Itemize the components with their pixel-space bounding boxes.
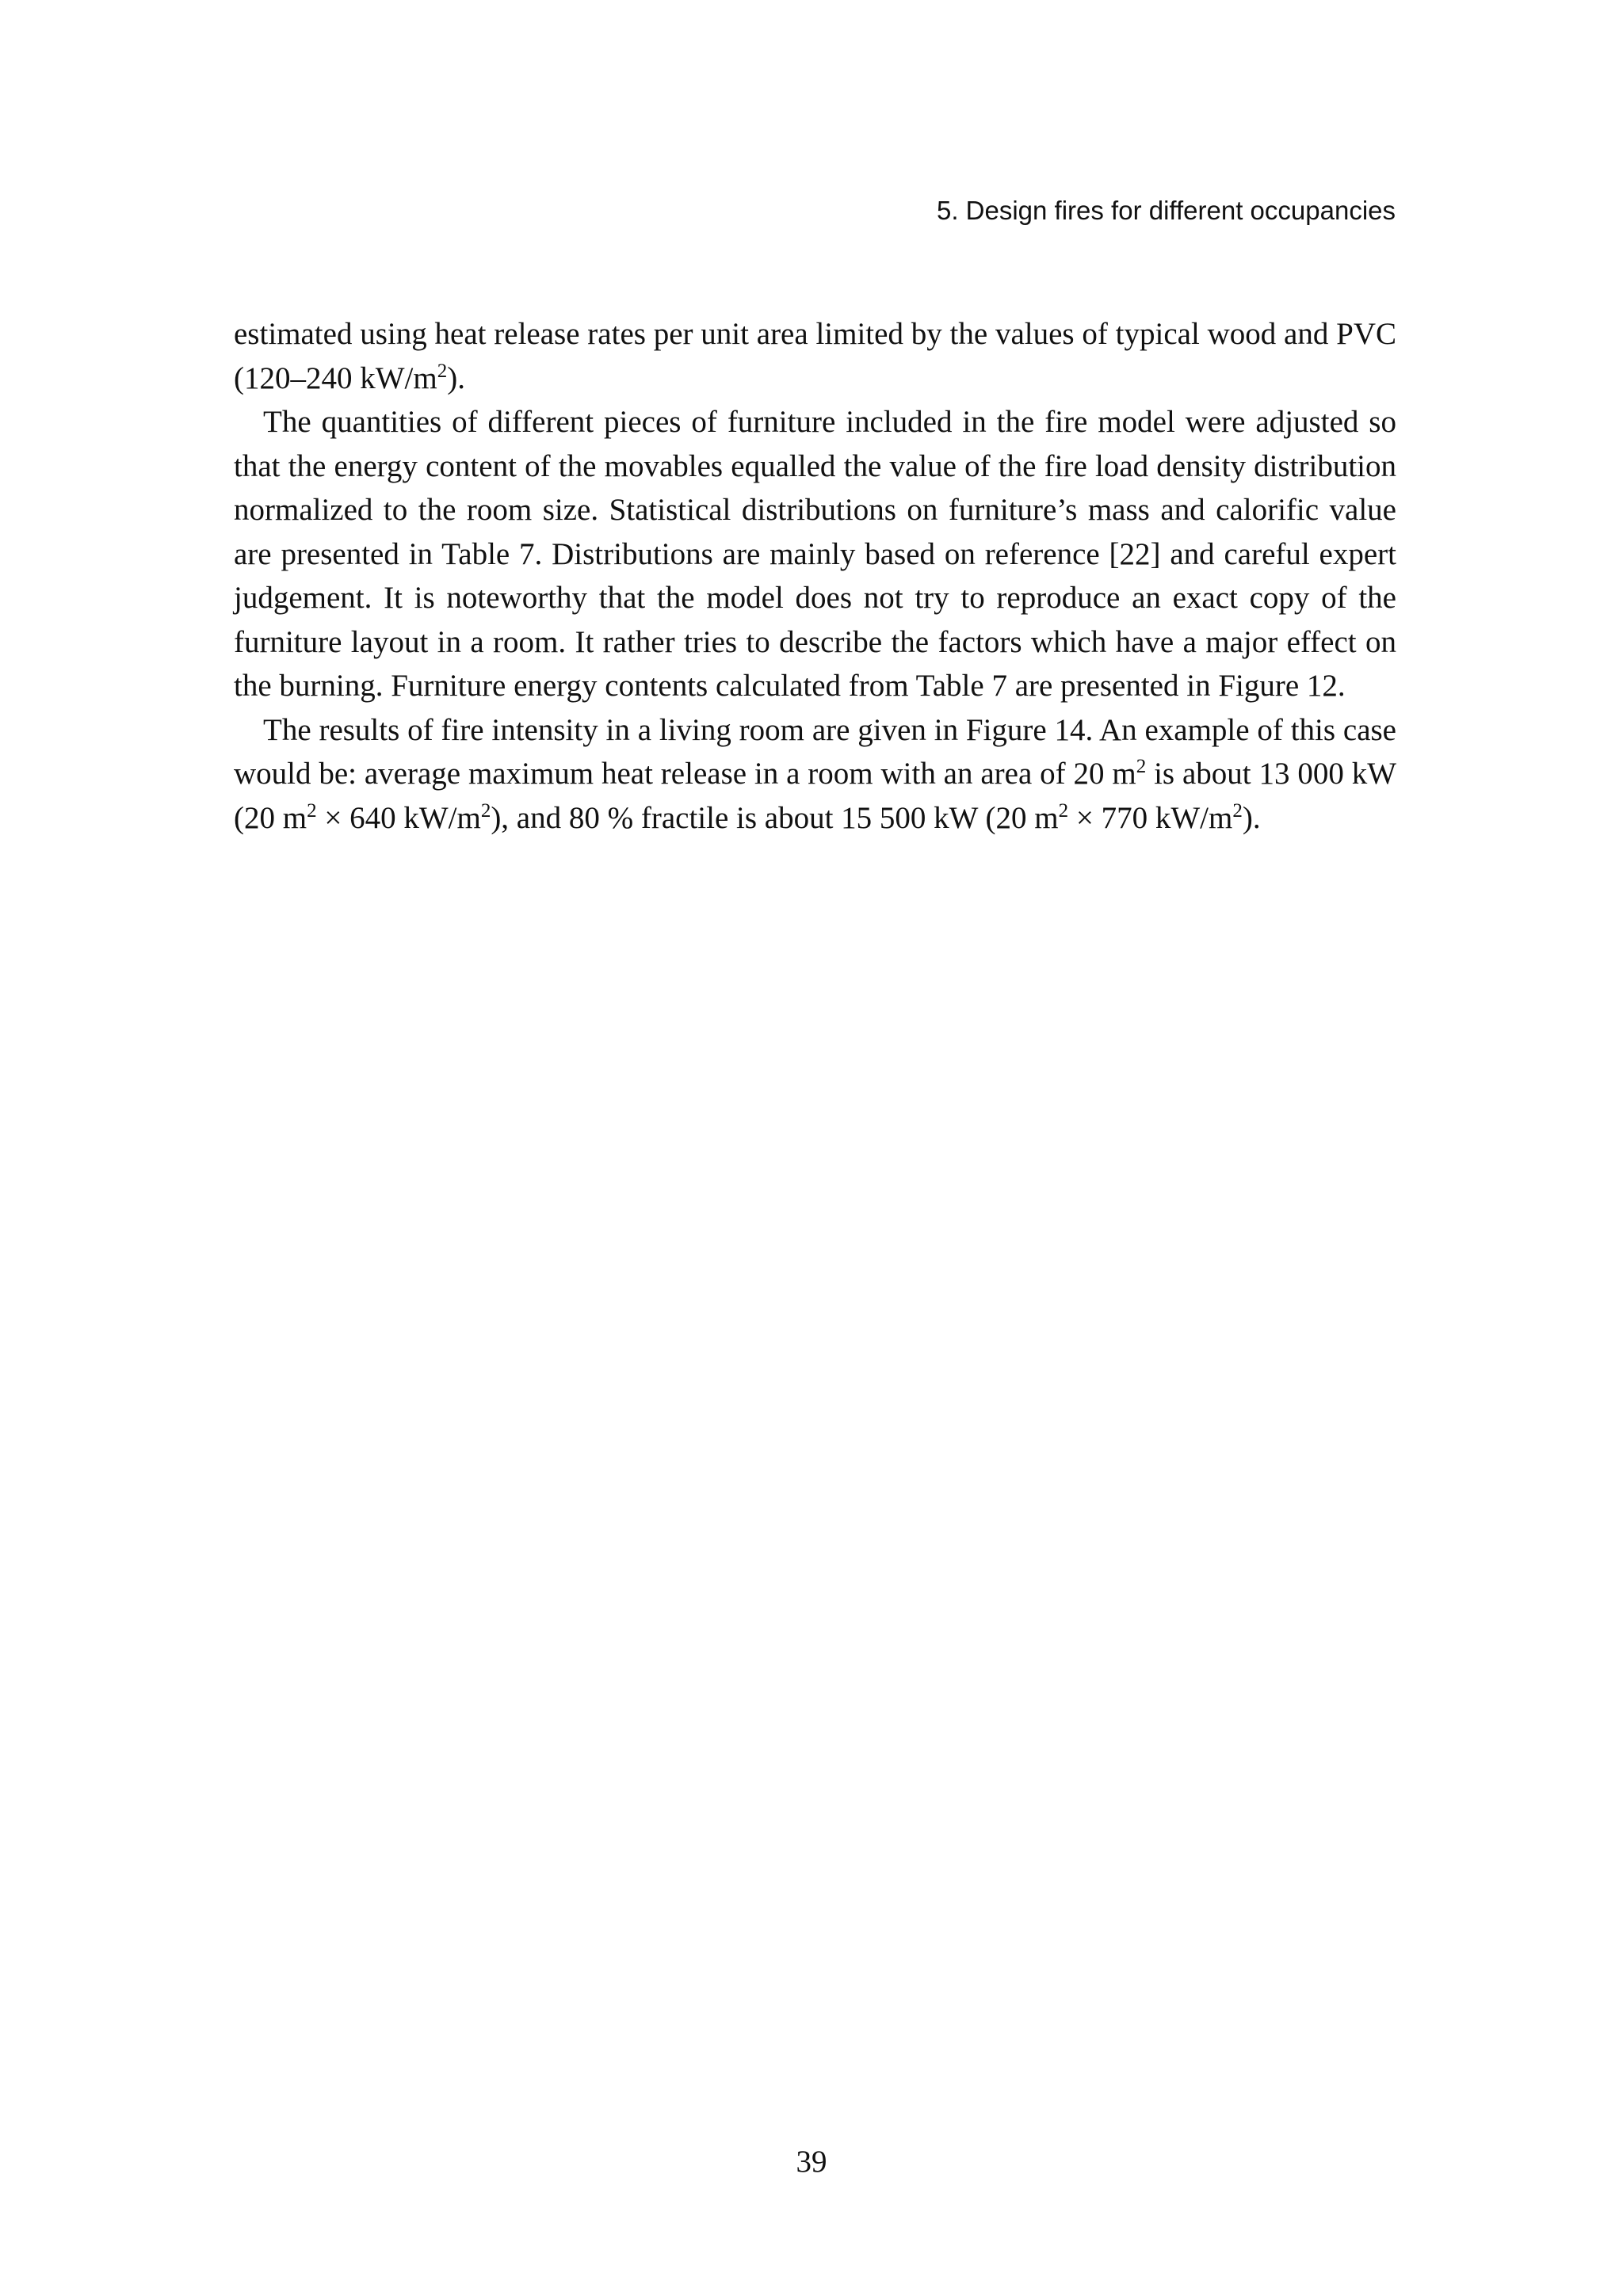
- paragraph-text: ).: [1242, 800, 1261, 835]
- paragraph-furniture-quantities: The quantities of different pieces of furniture included in the fire model were adjusted so that the energy content of the movables equalled the value of the fire load density distribution normalized to the room size. Statistical distributions on furniture’s mass and calorific value are presented in Table 7. Distributions are mainly based on reference [22] and careful expert judgement. It is noteworthy that the model does not try to reproduce an exact copy of the furniture layout in a room. It rather tries to describe the factors which have a major effect on the burning. Furniture energy contents calculated from Table 7 are presented in Figure 12.: [234, 405, 1396, 703]
- paragraph-text: estimated using heat release rates per unit area limited by the values of typical wood and PVC (120–240 kW/m: [234, 317, 1396, 395]
- paragraph-text: × 640 kW/m: [316, 800, 481, 835]
- paragraph-text: ).: [447, 360, 465, 395]
- running-header: 5. Design fires for different occupancies: [936, 196, 1396, 225]
- paragraph-continuation: [234, 312, 1396, 400]
- body-text: [234, 312, 1396, 840]
- superscript: 2: [1058, 799, 1069, 822]
- superscript: 2: [480, 799, 491, 822]
- superscript: 2: [1136, 756, 1147, 777]
- paragraph-text: ), and 80 % fractile is about 15 500 kW (20 m: [491, 800, 1059, 835]
- paragraph-text: × 770 kW/m: [1068, 800, 1233, 835]
- paragraph-text: is about 13 000 kW (20 m: [234, 757, 1397, 835]
- paragraph-fire-intensity: [234, 708, 1396, 841]
- superscript: 2: [307, 799, 317, 822]
- superscript: 2: [1232, 799, 1243, 822]
- paragraph-text: The results of fire intensity in a living room are given in Figure 14. An example of this case would be: average maximum heat release in a room with an area of 20 m: [234, 712, 1396, 791]
- superscript: 2: [437, 360, 448, 382]
- page-number: 39: [796, 2145, 827, 2179]
